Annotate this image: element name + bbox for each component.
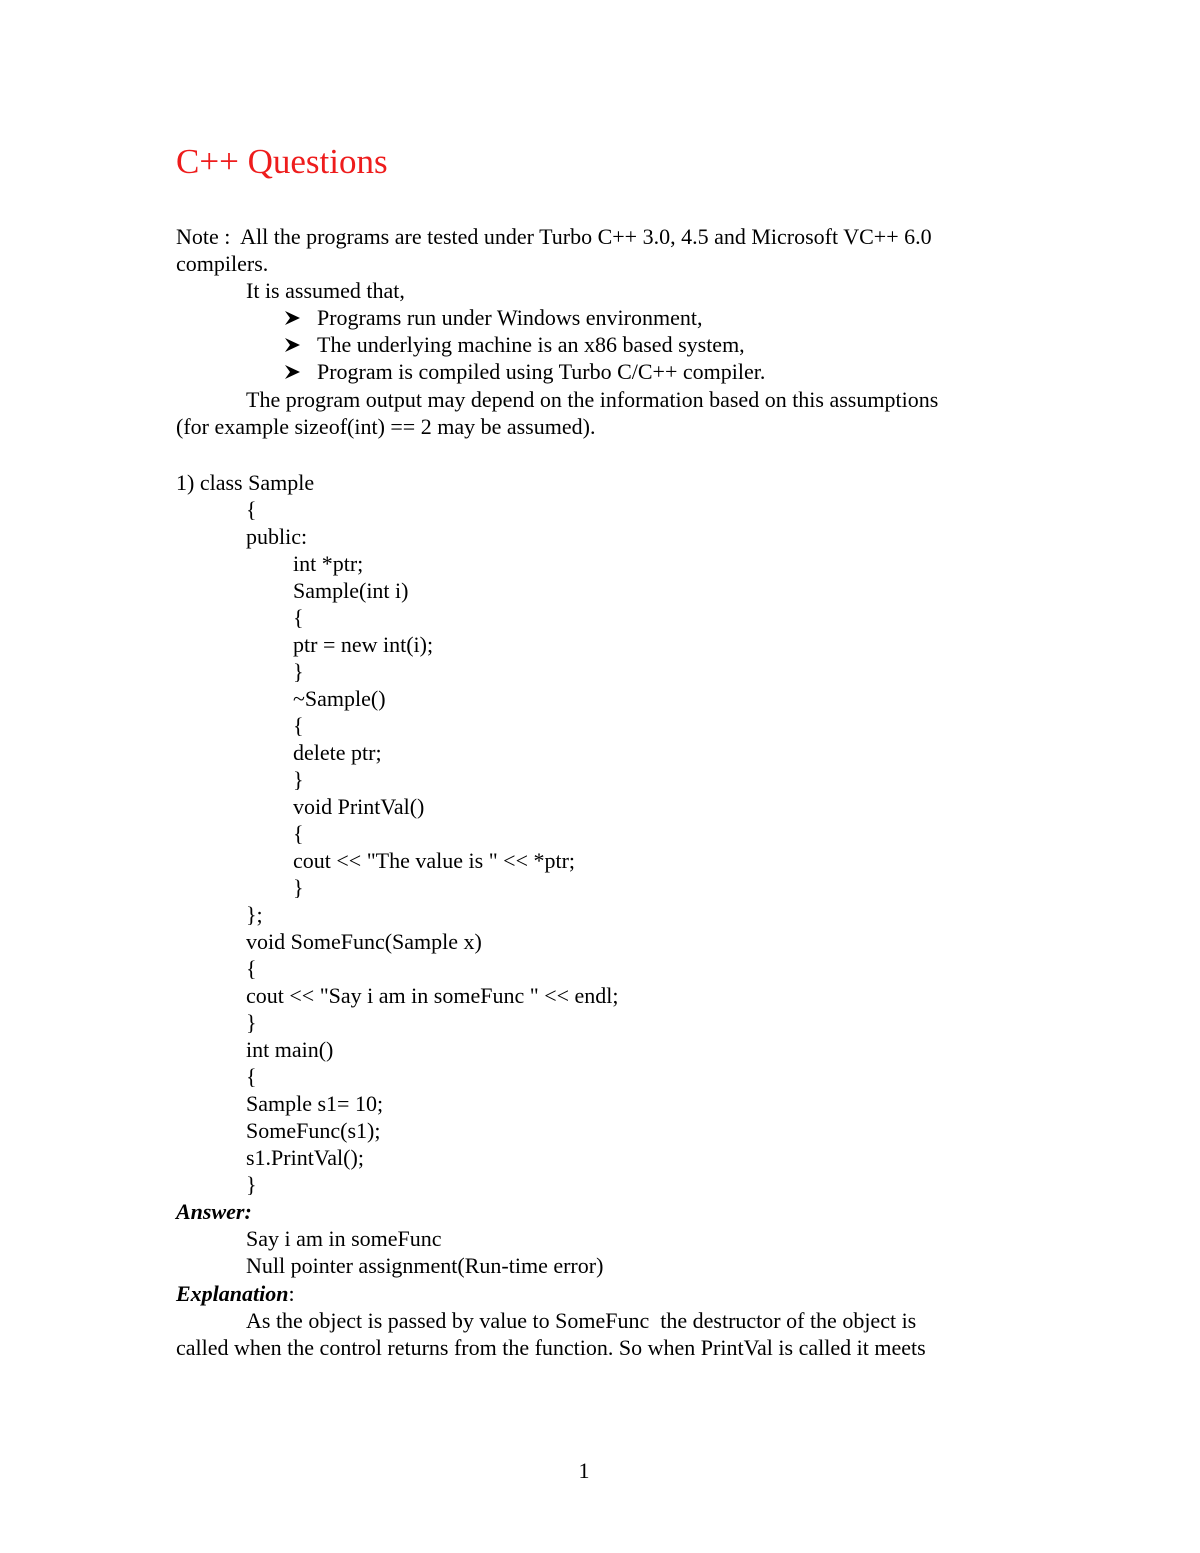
answer-line: Null pointer assignment(Run-time error): [246, 1253, 604, 1278]
code-line: int *ptr;: [293, 551, 364, 576]
code-line: ptr = new int(i);: [293, 632, 434, 657]
code-line: Sample s1= 10;: [246, 1091, 384, 1116]
arrow-bullet-icon: [283, 331, 303, 358]
code-line: public:: [246, 524, 308, 549]
code-line: delete ptr;: [293, 740, 382, 765]
code-line: }: [293, 767, 304, 792]
assumption-item: Program is compiled using Turbo C/C++ compiler.: [317, 359, 766, 384]
code-line: SomeFunc(s1);: [246, 1118, 381, 1143]
code-line: {: [293, 821, 304, 846]
code-line: {: [246, 956, 257, 981]
code-line: void SomeFunc(Sample x): [246, 929, 482, 954]
explanation-label: Explanation: [176, 1281, 289, 1306]
note-line-1: Note : All the programs are tested under Turbo C++ 3.0, 4.5 and Microsoft VC++ 6.0: [176, 224, 932, 249]
code-line: cout << "Say i am in someFunc " << endl;: [246, 983, 619, 1008]
explanation-heading: [176, 1280, 295, 1307]
code-line: {: [293, 605, 304, 630]
code-line: }: [246, 1172, 257, 1197]
code-line: Sample(int i): [293, 578, 409, 603]
note-line-2: compilers.: [176, 251, 269, 276]
code-line: int main(): [246, 1037, 334, 1062]
code-line: }: [293, 659, 304, 684]
arrow-bullet-icon: [283, 304, 303, 331]
explanation-line-1: As the object is passed by value to SomeFunc the destructor of the object is: [246, 1308, 917, 1333]
assumption-intro: It is assumed that,: [246, 278, 405, 303]
code-line: cout << "The value is " << *ptr;: [293, 848, 576, 873]
output-note-line-2: (for example sizeof(int) == 2 may be assumed).: [176, 414, 596, 439]
code-line: };: [246, 902, 263, 927]
answer-line: Say i am in someFunc: [246, 1226, 442, 1251]
arrow-bullet-icon: [283, 358, 303, 385]
code-line: }: [246, 1010, 257, 1035]
page-number: 1: [578, 1458, 590, 1483]
assumption-item: The underlying machine is an x86 based system,: [317, 332, 745, 357]
question-heading: 1) class Sample: [176, 470, 315, 495]
code-line: {: [293, 713, 304, 738]
code-line: {: [246, 1064, 257, 1089]
assumption-item: Programs run under Windows environment,: [317, 305, 703, 330]
code-line: void PrintVal(): [293, 794, 425, 819]
output-note-line-1: The program output may depend on the information based on this assumptions: [246, 387, 939, 412]
page-title: C++ Questions: [176, 142, 388, 181]
code-line: }: [293, 875, 304, 900]
code-line: ~Sample(): [293, 686, 386, 711]
code-line: {: [246, 497, 257, 522]
code-line: s1.PrintVal();: [246, 1145, 364, 1170]
explanation-colon: :: [288, 1281, 295, 1306]
explanation-line-2: called when the control returns from the function. So when PrintVal is called it meets: [176, 1335, 926, 1360]
answer-label: Answer:: [176, 1199, 252, 1224]
